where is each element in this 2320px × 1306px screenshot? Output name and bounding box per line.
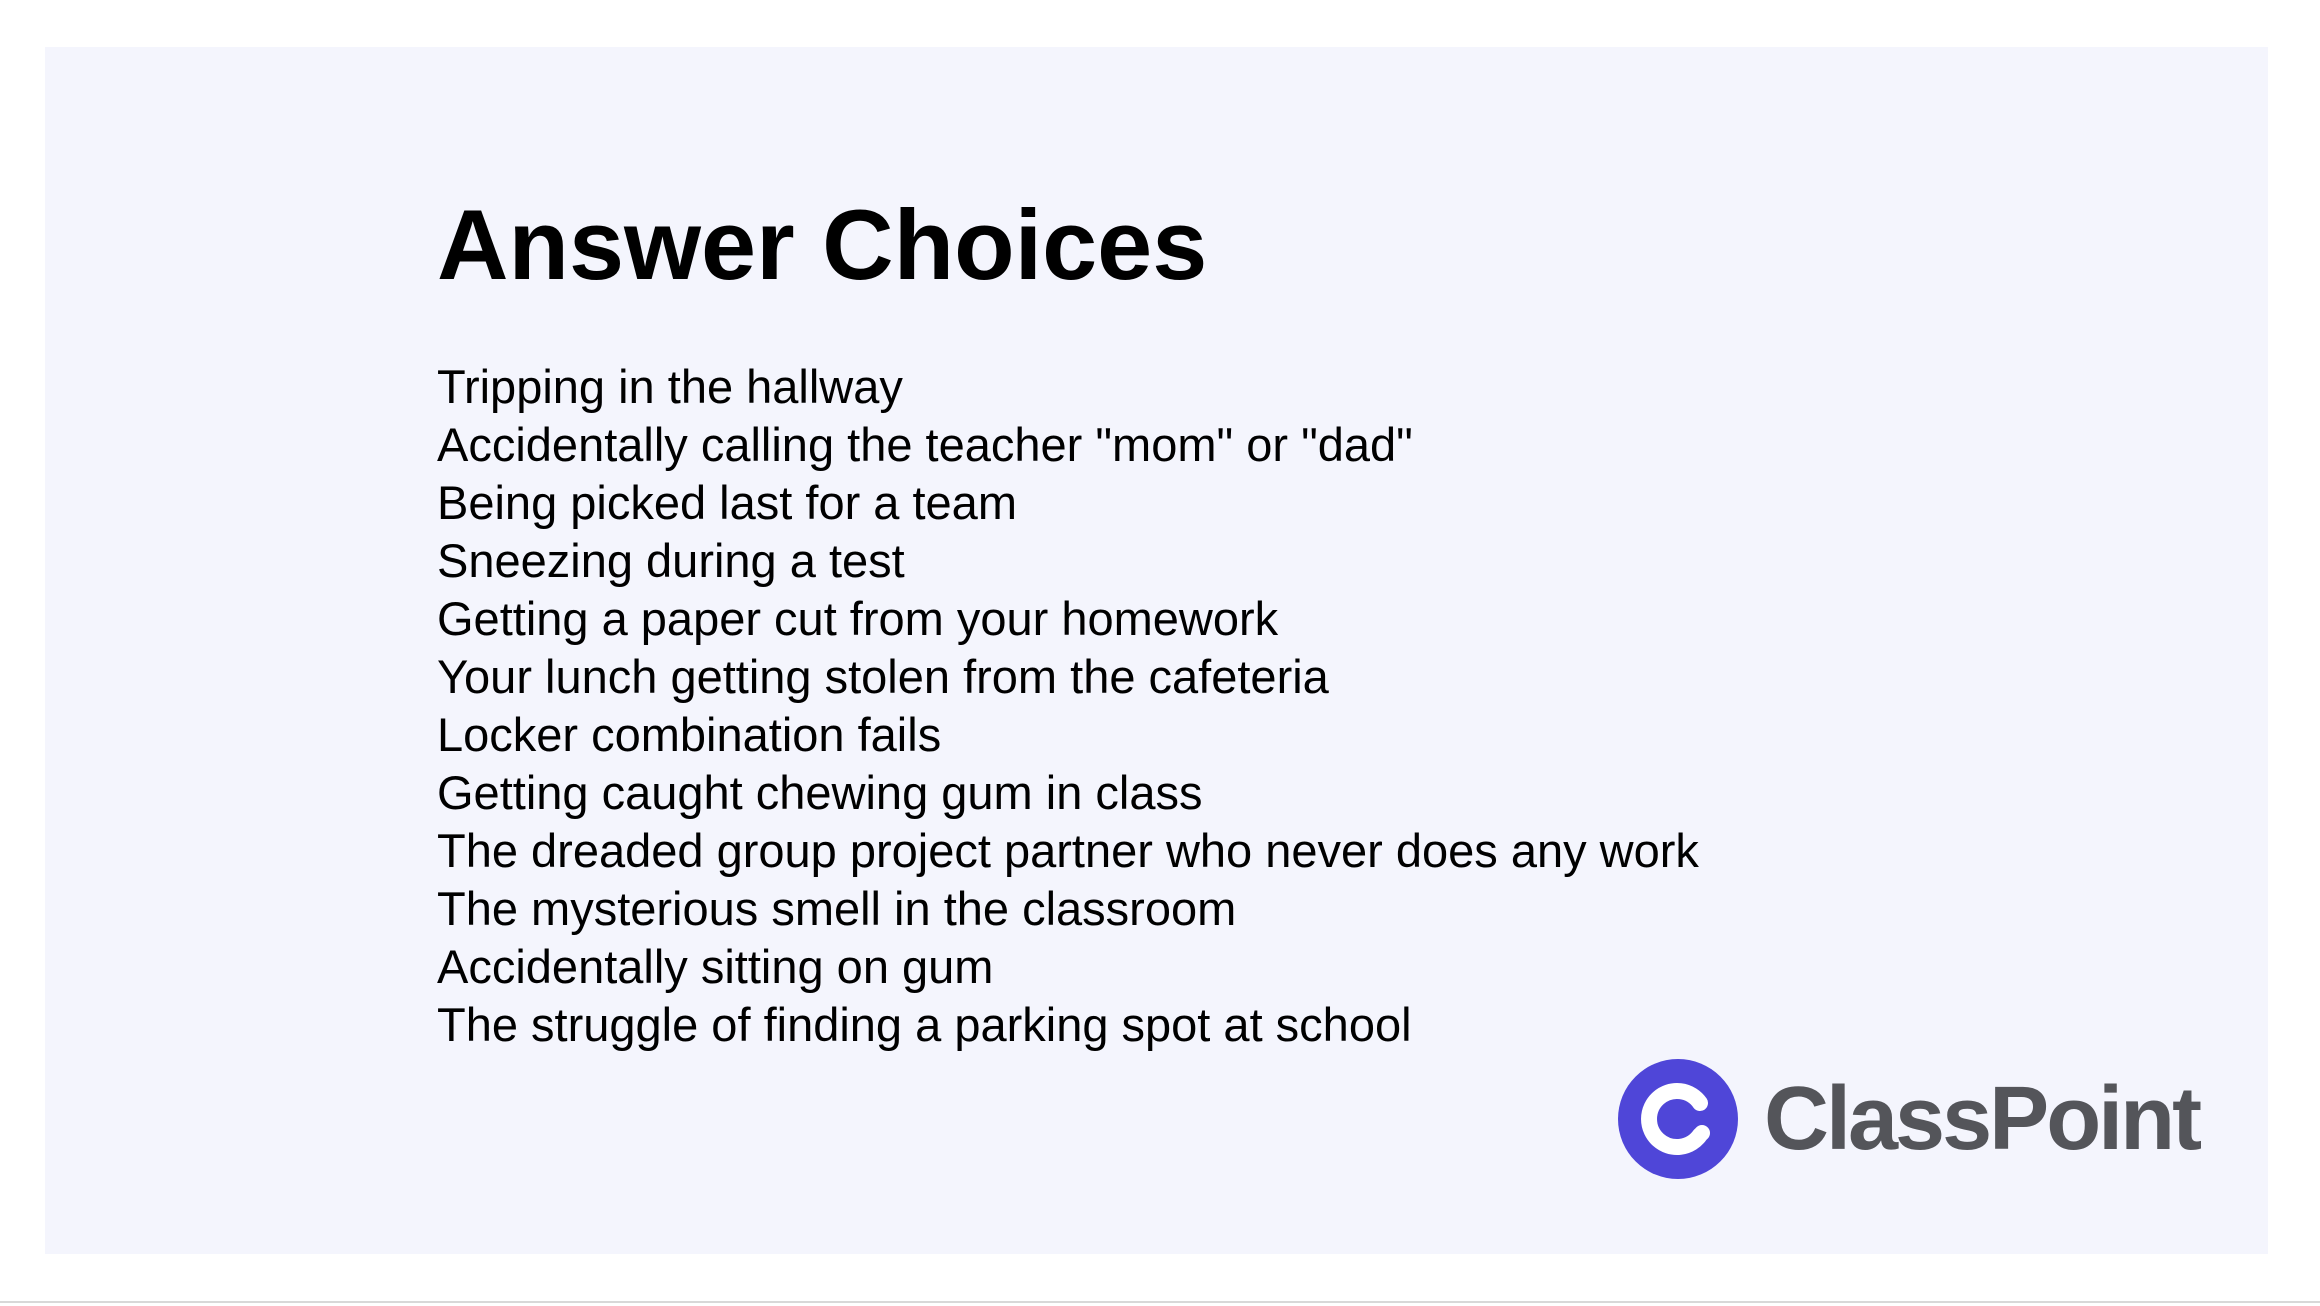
slide-title: Answer Choices [437, 189, 1208, 300]
list-item: The struggle of finding a parking spot at school [437, 998, 1412, 1051]
list-item: Sneezing during a test [437, 534, 905, 587]
list-item: Your lunch getting stolen from the cafeteria [437, 650, 1329, 703]
list-item: Accidentally sitting on gum [437, 940, 994, 993]
classpoint-logo-icon [1618, 1059, 1738, 1179]
list-item: Accidentally calling the teacher "mom" or "dad" [437, 418, 1413, 471]
classpoint-logo [1618, 1054, 2199, 1184]
list-item: The dreaded group project partner who never does any work [437, 824, 1699, 877]
list-item: Tripping in the hallway [437, 360, 903, 413]
list-item: Getting caught chewing gum in class [437, 766, 1203, 819]
answer-choices-list [437, 358, 1699, 1054]
brand-name: ClassPoint [1764, 1069, 2200, 1169]
page-bottom-divider [0, 1301, 2320, 1303]
list-item: Locker combination fails [437, 708, 942, 761]
list-item: The mysterious smell in the classroom [437, 882, 1237, 935]
list-item: Getting a paper cut from your homework [437, 592, 1279, 645]
list-item: Being picked last for a team [437, 476, 1017, 529]
